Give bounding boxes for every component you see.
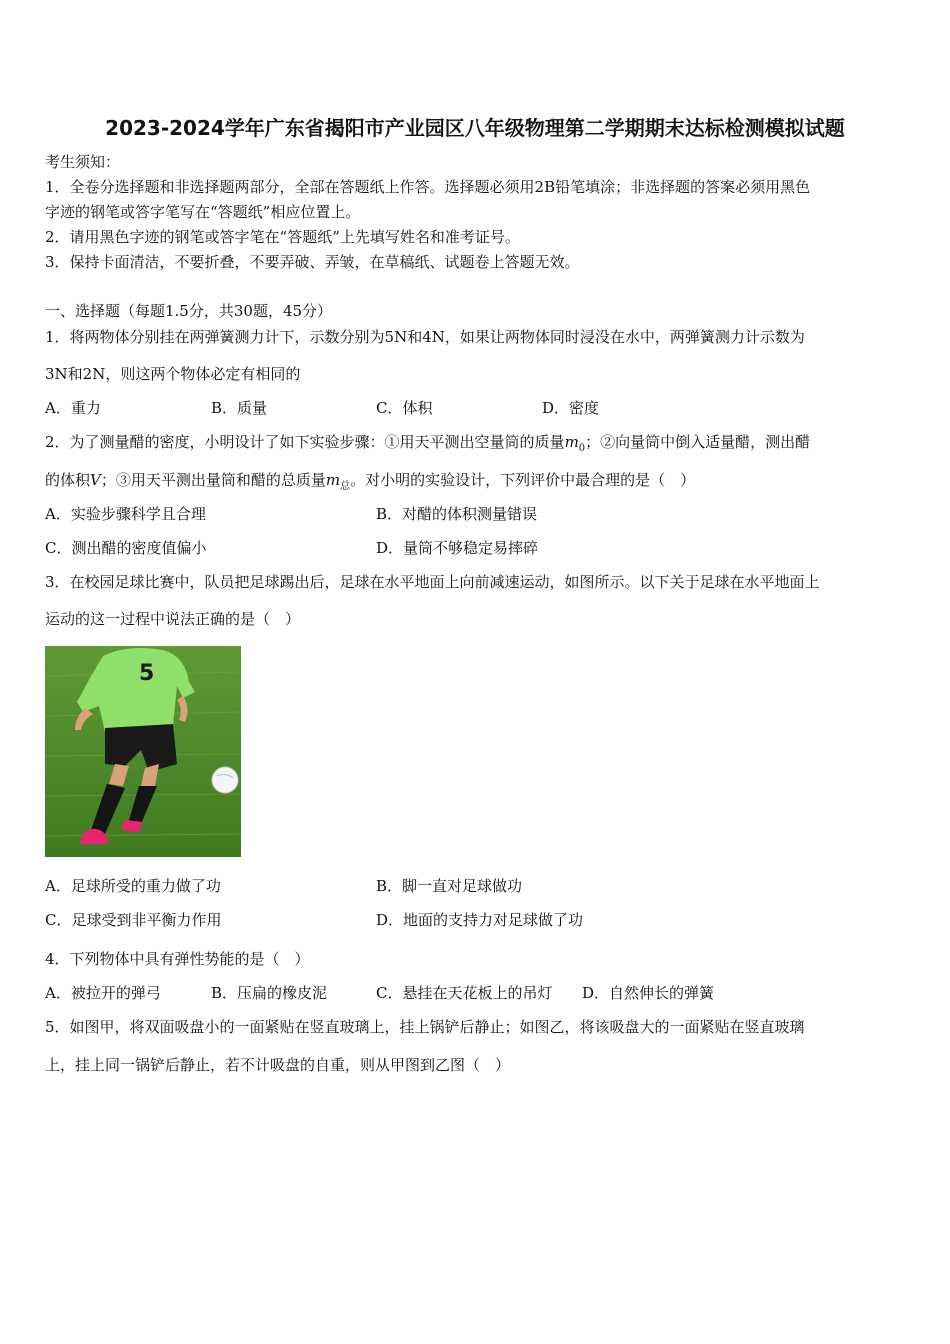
q4-option-b: B．压扁的橡皮泥 xyxy=(211,984,328,1002)
notice-heading: 考生须知： xyxy=(45,153,121,171)
question-2-line-1: 2．为了测量醋的密度，小明设计了如下实验步骤：①用天平测出空量筒的质量$m_0$；②向量筒中倒入适量醋，测出醋 xyxy=(45,433,811,454)
question-3-line-1: 3．在校园足球比赛中，队员把足球踢出后，足球在水平地面上向前减速运动，如图所示。以下关于足球在水平地面上 xyxy=(45,573,820,591)
notice-item: 字迹的钢笔或答字笔写在“答题纸”相应位置上。 xyxy=(45,203,361,221)
soccer-player-photo xyxy=(45,646,241,857)
jersey-number: 5 xyxy=(139,661,155,686)
notice-item: 3．保持卡面清洁，不要折叠，不要弄破、弄皱，在草稿纸、试题卷上答题无效。 xyxy=(45,253,580,271)
q1-option-b: B．质量 xyxy=(211,399,268,417)
q2-option-b: B．对醋的体积测量错误 xyxy=(376,505,538,523)
section-heading: 一、选择题（每题1.5分，共30题，45分） xyxy=(45,302,333,320)
q2-option-d: D．量筒不够稳定易摔碎 xyxy=(376,539,539,557)
q2-option-a: A．实验步骤科学且合理 xyxy=(45,505,206,523)
q2-option-c: C．测出醋的密度值偏小 xyxy=(45,539,207,557)
question-5-line-1: 5．如图甲，将双面吸盘小的一面紧贴在竖直玻璃上，挂上锅铲后静止；如图乙，将该吸盘大的一面紧贴在竖直玻璃 xyxy=(45,1018,805,1036)
notice-item: 1．全卷分选择题和非选择题两部分，全部在答题纸上作答。选择题必须用2B铅笔填涂；非选择题的答案必须用黑色 xyxy=(45,178,811,196)
q3-option-a: A．足球所受的重力做了功 xyxy=(45,877,221,895)
q1-option-c: C．体积 xyxy=(376,399,433,417)
notice-item: 2．请用黑色字迹的钢笔或答字笔在“答题纸”上先填写姓名和准考证号。 xyxy=(45,228,520,246)
question-3-line-2: 运动的这一过程中说法正确的是（ ） xyxy=(45,610,301,628)
q4-option-d: D．自然伸长的弹簧 xyxy=(582,984,715,1002)
q3-option-d: D．地面的支持力对足球做了功 xyxy=(376,911,584,929)
question-1-line-2: 3N和2N，则这两个物体必定有相同的 xyxy=(45,365,301,383)
question-1-line-1: 1．将两物体分别挂在两弹簧测力计下，示数分别为5N和4N，如果让两物体同时浸没在水中，两弹簧测力计示数为 xyxy=(45,328,805,346)
question-5-line-2: 上，挂上同一锅铲后静止，若不计吸盘的自重，则从甲图到乙图（ ） xyxy=(45,1056,511,1074)
q1-option-a: A．重力 xyxy=(45,399,101,417)
q4-option-c: C．悬挂在天花板上的吊灯 xyxy=(376,984,553,1002)
exam-title: 2023-2024学年广东省揭阳市产业园区八年级物理第二学期期末达标检测模拟试题 xyxy=(105,116,845,140)
question-4-line-1: 4．下列物体中具有弹性势能的是（ ） xyxy=(45,950,310,968)
question-2-line-2: 的体积V；③用天平测出量筒和醋的总质量$m_总$。对小明的实验设计，下列评价中最合理的是（ ） xyxy=(45,471,696,492)
q4-option-a: A．被拉开的弹弓 xyxy=(45,984,161,1002)
q3-option-c: C．足球受到非平衡力作用 xyxy=(45,911,222,929)
q3-option-b: B．脚一直对足球做功 xyxy=(376,877,523,895)
q1-option-d: D．密度 xyxy=(542,399,600,417)
